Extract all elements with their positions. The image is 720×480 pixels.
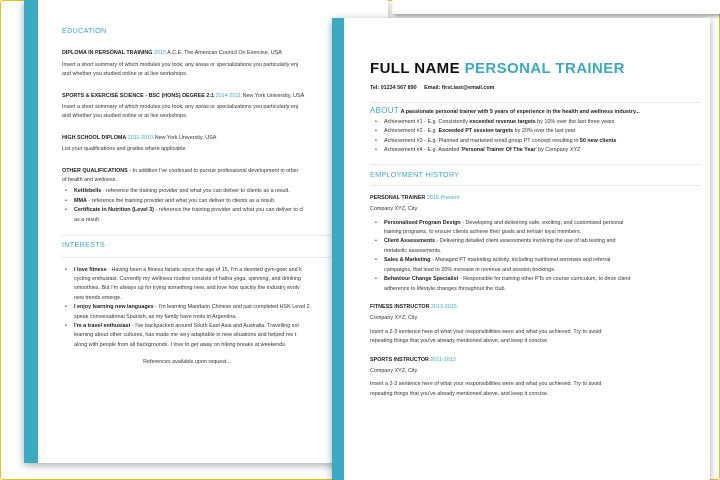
interest-text: new trends emerge.: [74, 294, 122, 301]
job-description: repeating things that you've already mentioned above, and keep it concise.: [370, 338, 549, 345]
list-item: [384, 146, 700, 155]
job-dates: 2015-Present: [426, 194, 460, 201]
edu-institution: New York University, USA: [154, 134, 217, 141]
about-section: [370, 106, 700, 117]
job-title: SPORTS INSTRUCTOR: [370, 356, 429, 363]
achievement-highlight: Personal Trainer Of The Year: [461, 147, 536, 154]
other-qualifications-text: - In addition I've continued to pursue professional development in other: [129, 167, 299, 174]
achievement-highlight: 50 new clients: [579, 137, 617, 144]
achievements-list: [370, 118, 700, 156]
edu-institution: A.C.E. The American Council On Exercise, USA: [167, 50, 282, 57]
job-dates: 2013-2015: [431, 303, 457, 310]
job-description: Insert a 2-3 sentence here of what your responsibilities were and what you achieved. Try to avoid: [370, 328, 602, 335]
achievement-text: Achievement #3 - E.g. Planned and marketed small group PT concept resulting in: [384, 137, 580, 144]
responsibility-name: Sales & Marketing: [384, 257, 431, 264]
edu-title: HIGH SCHOOL DIPLOMA: [62, 134, 127, 141]
interest-text: smoothies. But I'm always up for trying something new, and love how quickly the industry evolv: [74, 285, 300, 292]
interest-name: I'm a travel enthusiast: [74, 322, 131, 329]
edu-title: DIPLOMA IN PERSONAL TRAINING: [62, 50, 153, 57]
edu-year: 2015: [153, 50, 166, 57]
responsibility-text: - Delivering detailed client assessments involving the use of lab testing and: [436, 238, 616, 245]
page2-content: [370, 60, 700, 399]
email-label: Email:: [424, 85, 441, 91]
resume-header: [370, 60, 700, 78]
qualification-name: MMA: [74, 197, 87, 204]
interest-text: learning about other cultures, has made me very adaptable in new situations and helped me t: [74, 332, 297, 339]
interest-name: I love fitness: [74, 266, 107, 273]
employment-heading: EMPLOYMENT HISTORY: [370, 170, 460, 180]
about-heading: ABOUT: [370, 106, 400, 116]
qualification-name: Certificate in Nutrition (Level 3): [74, 207, 154, 214]
responsibility-name: Personalised Program Design: [384, 219, 461, 226]
responsibility-text: adherence to lifestyle changes throughout the club.: [384, 285, 506, 292]
list-item: [384, 237, 700, 256]
tel-value: 01234 567 890: [380, 85, 417, 91]
full-name: FULL NAME: [370, 60, 460, 77]
job-title: FITNESS INSTRUCTOR: [370, 303, 430, 310]
list-item: [384, 275, 700, 294]
back-page-sheet: [392, 0, 720, 14]
edu-description: Insert a short summary of which modules you took, any areas or specializations you particularly enj: [62, 61, 299, 68]
education-heading: EDUCATION: [62, 26, 107, 35]
qualification-text: - reference the training provider and what you can deliver to clients as a result.: [88, 197, 276, 204]
list-item: [384, 137, 700, 146]
edu-title: SPORTS & EXERCISE SCIENCE - BSC (HONS) DEGREE 2:1: [62, 92, 215, 99]
interest-text: speak conversational Spanish, as my family have roots in Argentina.: [74, 313, 237, 320]
list-item: [384, 219, 700, 238]
interest-text: along with people from all backgrounds. I love to get away on hiking breaks at weekends.: [74, 341, 287, 348]
responsibility-text: metabolic assessments.: [384, 247, 442, 254]
qualification-text: as a result.: [74, 216, 101, 223]
achievement-text: by 10% over the last three years: [535, 118, 615, 125]
email-value: first.last@email.com: [441, 85, 495, 91]
list-item: [384, 127, 700, 136]
interest-text: - I've backpacked around South East Asia and Australia. Travelling sol: [131, 322, 299, 329]
qualification-text: - reference the training provider and what you can deliver to clients as a result.: [102, 188, 290, 195]
page-accent-bar: [24, 0, 38, 463]
list-item: [384, 256, 700, 275]
contact-line: [370, 84, 700, 93]
achievement-text: by 20% over the last year: [513, 128, 576, 135]
achievement-highlight: exceeded revenue targets: [469, 118, 536, 125]
job-entry-2: [370, 303, 700, 312]
achievement-highlight: Exceeded PT session targets: [438, 128, 514, 135]
job-company: Company XYZ, City: [370, 367, 418, 374]
qualification-text: - reference the training provider and what you can deliver to cl: [155, 207, 304, 214]
interest-text: cycling enthusiast. Currently my wellness routine consists of hatha yoga, spinning, and drinking: [74, 275, 301, 282]
job-responsibilities: [370, 219, 700, 294]
edu-description: and whether you studied online or at live workshops.: [62, 113, 188, 120]
edu-institution: New York University, USA: [242, 92, 305, 99]
job-title: PERSONAL TRAINER: [370, 194, 426, 201]
job-entry-1: [370, 194, 700, 203]
achievement-text: Achievement #1 - E.g. Consistently: [384, 118, 470, 125]
job-dates: 2011-2013: [430, 356, 456, 363]
job-company: Company XYZ, City: [370, 315, 418, 322]
tel-label: Tel:: [370, 85, 380, 91]
job-description: Insert a 2-3 sentence here of what your responsibilities were and what you achieved. Try to avoid: [370, 381, 602, 388]
edu-description: List your qualifications and grades where applicable.: [62, 146, 187, 153]
responsibility-text: - Responsible for training other PTs on course curriculum, to drive client: [459, 276, 631, 283]
responsibility-name: Behaviour Change Specialist: [384, 276, 459, 283]
edu-description: and whether you studied online or at live workshops.: [62, 71, 188, 78]
job-description: repeating things that you've already mentioned above, and keep it concise.: [370, 390, 549, 397]
responsibility-text: campaigns, that lead to 20% increase in revenue and session bookings.: [384, 266, 556, 273]
job-title: PERSONAL TRAINER: [464, 60, 625, 77]
other-qualifications-label: OTHER QUALIFICATIONS: [62, 167, 128, 174]
references-note: References available upon request...: [143, 359, 231, 366]
edu-year: 2014-2011: [215, 92, 242, 99]
other-qualifications-text: of health and wellness.: [62, 177, 117, 184]
achievement-text: Achievement #2 - E.g.: [384, 128, 439, 135]
edu-year: 2011-2010: [127, 134, 154, 141]
interest-text: - Having been a fitness fanatic since the age of 15, I'm a devoted gym-goer and k: [108, 266, 302, 273]
page-accent-bar: [332, 18, 344, 480]
job-company: Company XYZ, City: [370, 206, 418, 213]
list-item: [384, 118, 700, 127]
responsibility-text: - Managed PT marketing activity, including nutritional seminars and referral: [431, 257, 611, 264]
achievement-text: ' by Company XYZ: [535, 147, 581, 154]
interests-heading: INTERESTS: [62, 240, 106, 250]
achievement-text: Achievement #4 - E.g. Awarded ': [384, 147, 462, 154]
about-text: A passionate personal trainer with 5 years of experience in the health and wellness industry...: [400, 109, 640, 116]
edu-description: Insert a short summary of which modules you took, any areas or specializations you particularly enj: [62, 104, 299, 111]
interest-name: I enjoy learning new languages: [74, 304, 154, 311]
interest-text: - I'm learning Mandarin Chinese and just completed HSK Level 2.: [155, 304, 312, 311]
qualification-name: Kettlebells: [74, 188, 102, 195]
responsibility-name: Client Assessments: [384, 238, 436, 245]
resume-page-main: [332, 18, 710, 480]
job-entry-3: [370, 356, 700, 365]
responsibility-text: - Developing and delivering safe, exciting, and customised personal: [462, 219, 624, 226]
responsibility-text: training programs, to ensure clients achieve their goals and remain loyal members.: [384, 229, 582, 236]
